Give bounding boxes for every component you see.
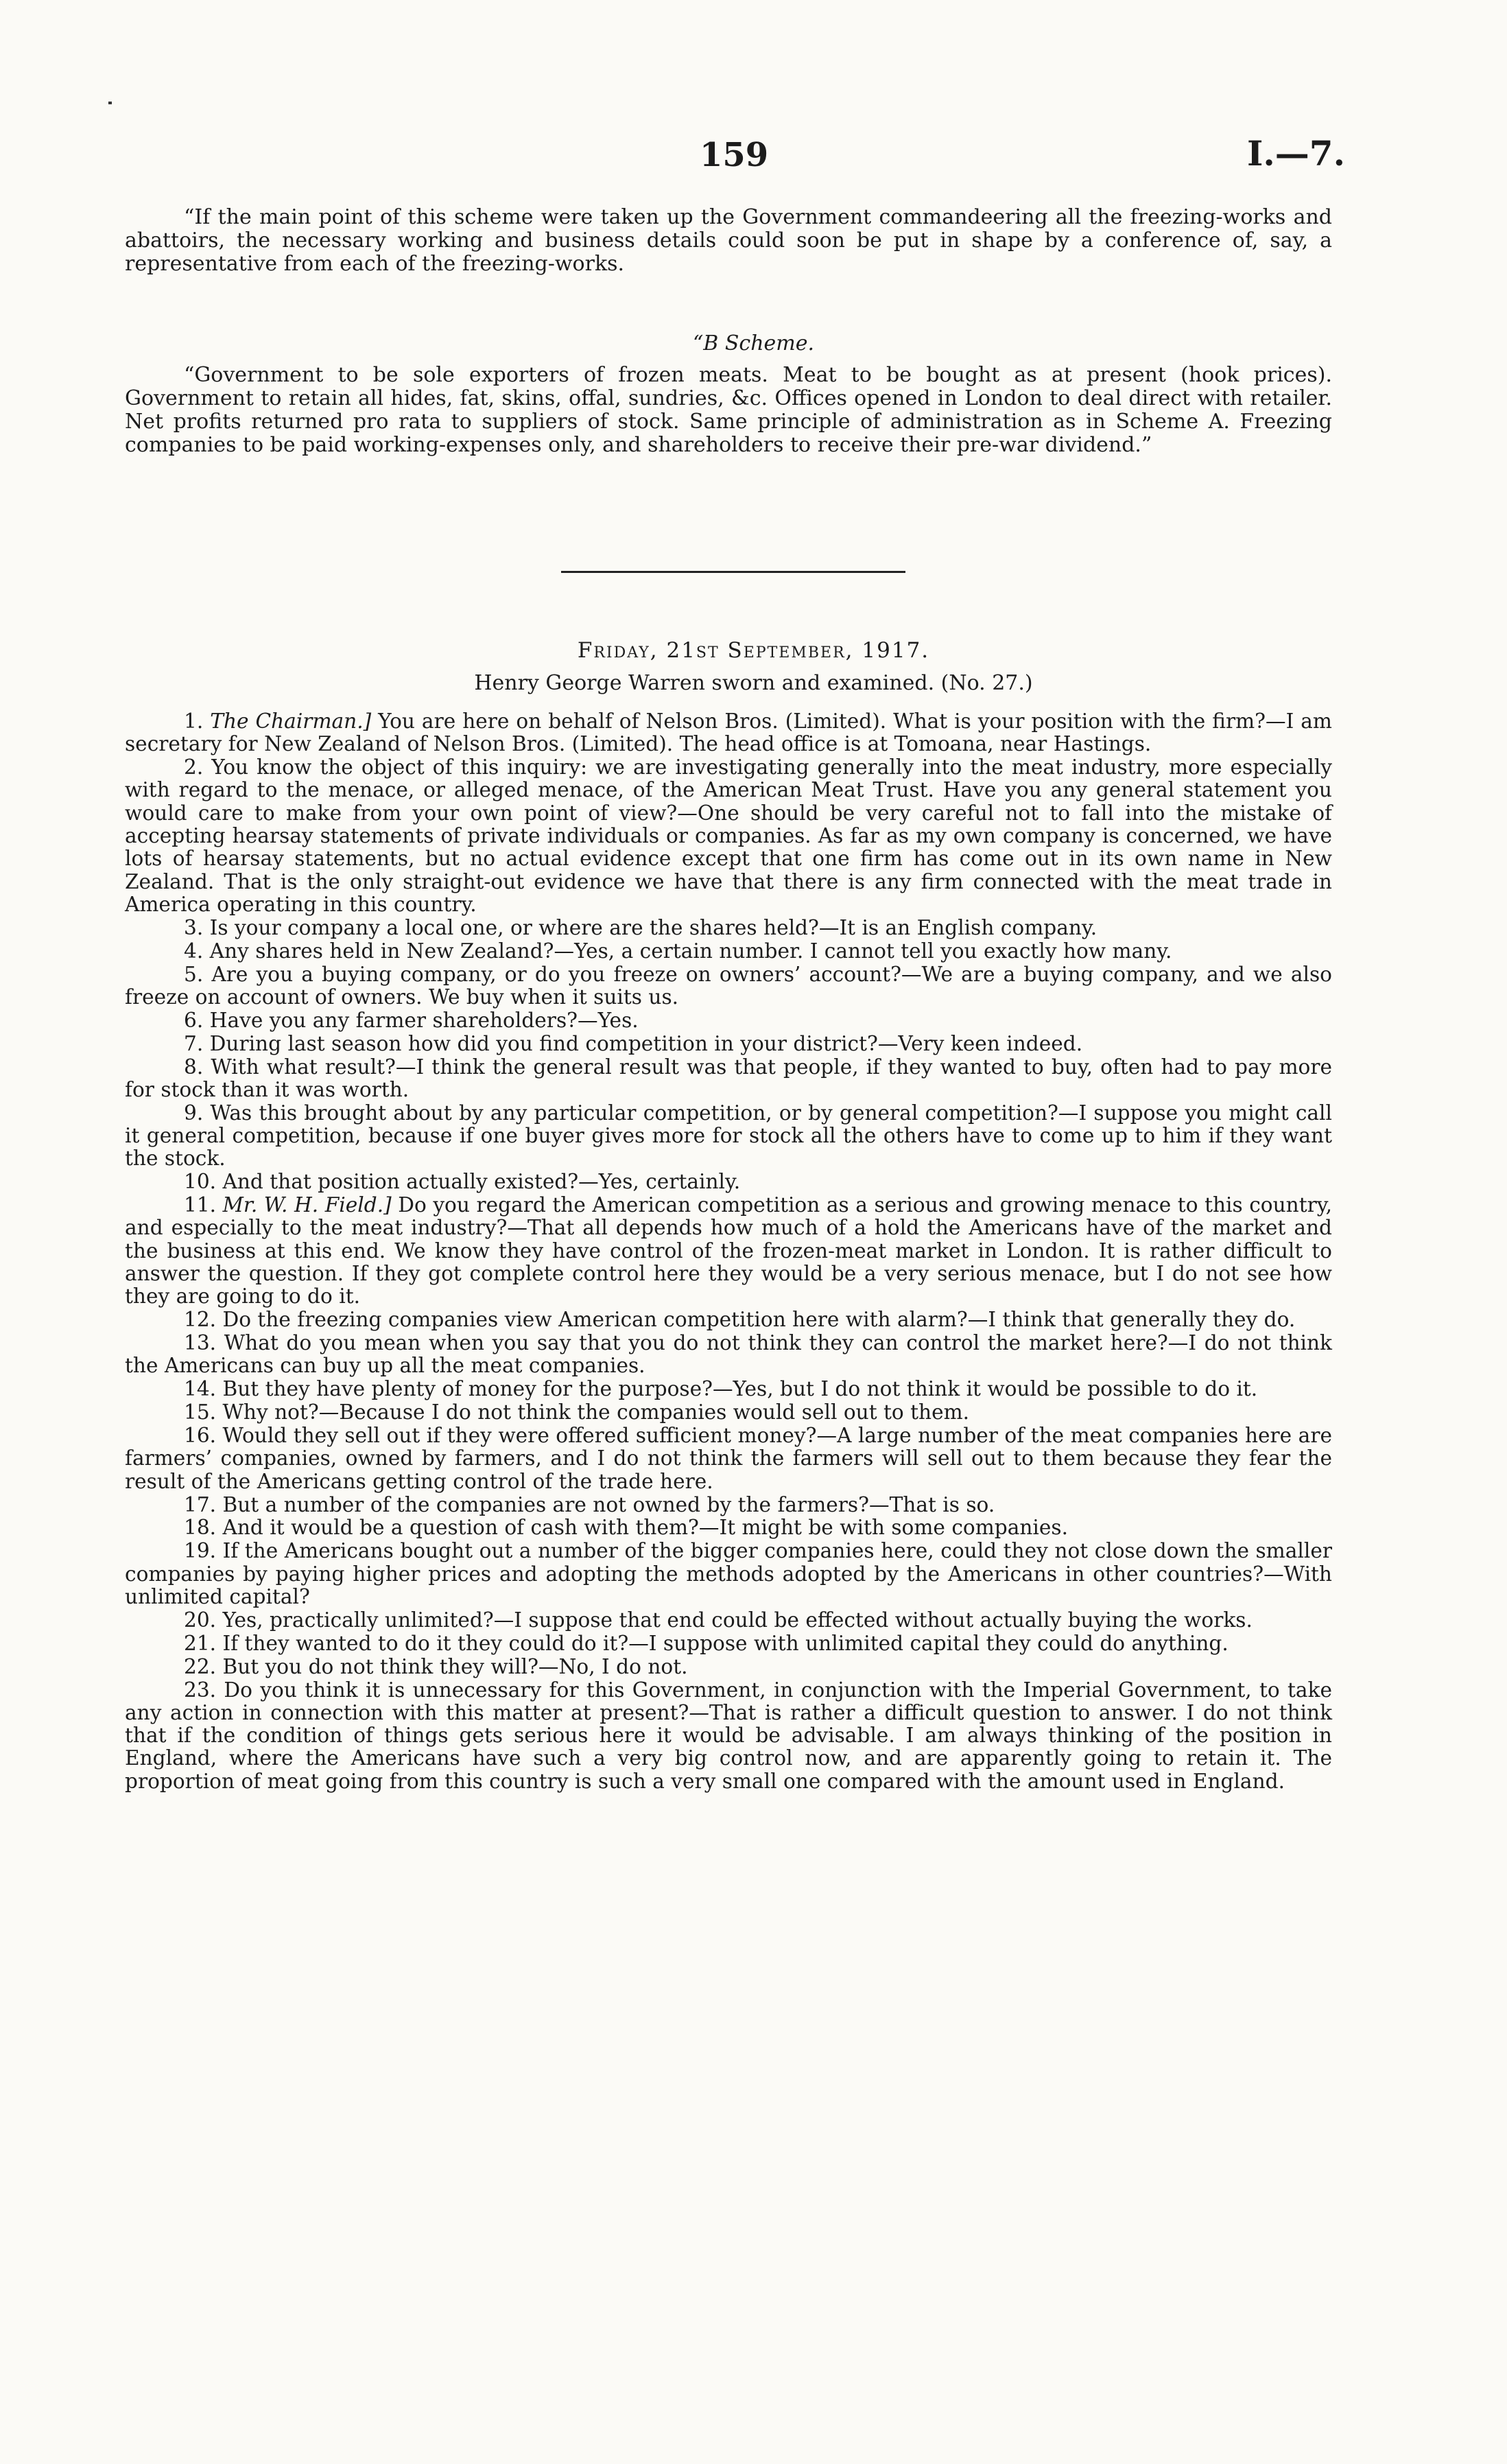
scheme-b-body — [125, 364, 1332, 457]
speaker-name: Mr. W. H. Field.] — [222, 1193, 392, 1217]
question-paragraph: 15. Why not?—Because I do not think the companies would sell out to them. — [184, 1400, 970, 1424]
witness-heading: Henry George Warren sworn and examined. (No. 27.) — [474, 671, 1033, 695]
question-paragraph: 10. And that position actually existed?—Yes, certainly. — [184, 1170, 741, 1194]
question-paragraph: 19. If the Americans bought out a number of the bigger companies here, could they not close down the smaller companies by paying higher prices and adopting the methods adopted by the Americans in other countries?—With unlimited capital? — [125, 1539, 1332, 1608]
question-paragraph: 23. Do you think it is unnecessary for this Government, in conjunction with the Imperial Government, to take any action in connection with this matter at present?—That is rather a difficult question to answer. I do not think that if the condition of things gets serious here it would be advisable. I am always thinking of the position in England, where the Americans have such a very big control now, and are apparently going to retain it. The proportion of meat going from this country is such a very small one compared with the amount used in England. — [125, 1678, 1332, 1793]
question-paragraph: 16. Would they sell out if they were offered sufficient money?—A large number of the meat companies here are farmers’ companies, owned by farmers, and I do not think the farmers will sell out to them because they fear the result of the Americans getting control of the trade here. — [125, 1424, 1332, 1493]
question-paragraph: 6. Have you any farmer shareholders?—Yes. — [184, 1008, 639, 1032]
question-paragraph: 2. You know the object of this inquiry: we are investigating generally into the meat industry, more especially with regard to the menace, or alleged menace, of the American Meat Trust. Have you any general statement you would care to make from your own point of view?—One should be very careful not to fall into the mistake of accepting hearsay statements of private individuals or companies. As far as my own company is concerned, we have lots of hearsay statements, but no actual evidence except that one firm has come out in its own name in New Zealand. That is the only straight-out evidence we have that there is any firm connected with the meat trade in America operating in this country. — [125, 755, 1332, 916]
examination-transcript — [125, 710, 1332, 1794]
question-paragraph: 12. Do the freezing companies view American competition here with alarm?—I think that generally they do. — [184, 1308, 1296, 1332]
speaker-name: The Chairman.] — [210, 709, 372, 733]
scheme-b-heading: “B Scheme. — [692, 331, 815, 355]
sitting-date-heading: Friday, 21st September, 1917. — [577, 638, 930, 663]
paper-reference: I.—7. — [1247, 133, 1345, 174]
question-paragraph: 8. With what result?—I think the general result was that people, if they wanted to buy, often had to pay more for stock than it was worth. — [125, 1055, 1332, 1101]
question-paragraph: 3. Is your company a local one, or where are the shares held?—It is an English company. — [184, 915, 1097, 939]
scheme-a-conclusion — [125, 206, 1332, 276]
question-paragraph: 14. But they have plenty of money for the purpose?—Yes, but I do not think it would be possible to do it. — [184, 1377, 1258, 1401]
question-paragraph: 13. What do you mean when you say that you do not think they can control the market here?—I do not think the Americans can buy up all the meat companies. — [125, 1331, 1332, 1378]
question-paragraph: 21. If they wanted to do it they could do it?—I suppose with unlimited capital they could do anything. — [184, 1631, 1229, 1655]
question-paragraph: 4. Any shares held in New Zealand?—Yes, a certain number. I cannot tell you exactly how many. — [184, 939, 1172, 963]
question-paragraph: 1. The Chairman.] You are here on behalf of Nelson Bros. (Limited). What is your position with the firm?—I am secretary for New Zealand of Nelson Bros. (Limited). The head office is at Tomoana, near Hastings. — [125, 709, 1332, 756]
page-number: 159 — [700, 136, 769, 174]
margin-mark — [108, 102, 112, 104]
question-paragraph: 11. Mr. W. H. Field.] Do you regard the American competition as a serious and growing menace to this country, and especially to the meat industry?—That all depends how much of a hold the Americans have of the market and the business at this end. We know they have control of the frozen-meat market in London. It is rather difficult to answer the question. If they got complete control here they would be a very serious menace, but I do not see how they are going to do it. — [125, 1193, 1332, 1309]
question-paragraph: 22. But you do not think they will?—No, I do not. — [184, 1654, 688, 1678]
scheme-b-paragraph: “Government to be sole exporters of frozen meats. Meat to be bought as at present (hook prices). Government to retain all hides, fat, skins, offal, sundries, &c. Offices opened in London to deal direct with retailer. Net profits returned pro rata to suppliers of stock. Same principle of administration as in Scheme A. Freezing companies to be paid working-expenses only, and shareholders to receive their pre-war dividend.” — [125, 363, 1332, 457]
scheme-a-paragraph: “If the main point of this scheme were taken up the Government commandeering all the freezing-works and abattoirs, the necessary working and business details could soon be put in shape by a conference of, say, a representative from each of the freezing-works. — [125, 205, 1332, 276]
question-paragraph: 18. And it would be a question of cash with them?—It might be with some companies. — [184, 1516, 1069, 1540]
question-paragraph: 20. Yes, practically unlimited?—I suppose that end could be effected without actually buying the works. — [184, 1608, 1253, 1632]
question-paragraph: 17. But a number of the companies are not owned by the farmers?—That is so. — [184, 1492, 995, 1516]
question-paragraph: 7. During last season how did you find competition in your district?—Very keen indeed. — [184, 1031, 1083, 1055]
section-divider — [561, 571, 905, 573]
question-paragraph: 9. Was this brought about by any particular competition, or by general competition?—I suppose you might call it general competition, because if one buyer gives more for stock all the others have to come up to him if they want the stock. — [125, 1101, 1332, 1171]
question-paragraph: 5. Are you a buying company, or do you freeze on owners’ account?—We are a buying company, and we also freeze on account of owners. We buy when it suits us. — [125, 962, 1332, 1009]
